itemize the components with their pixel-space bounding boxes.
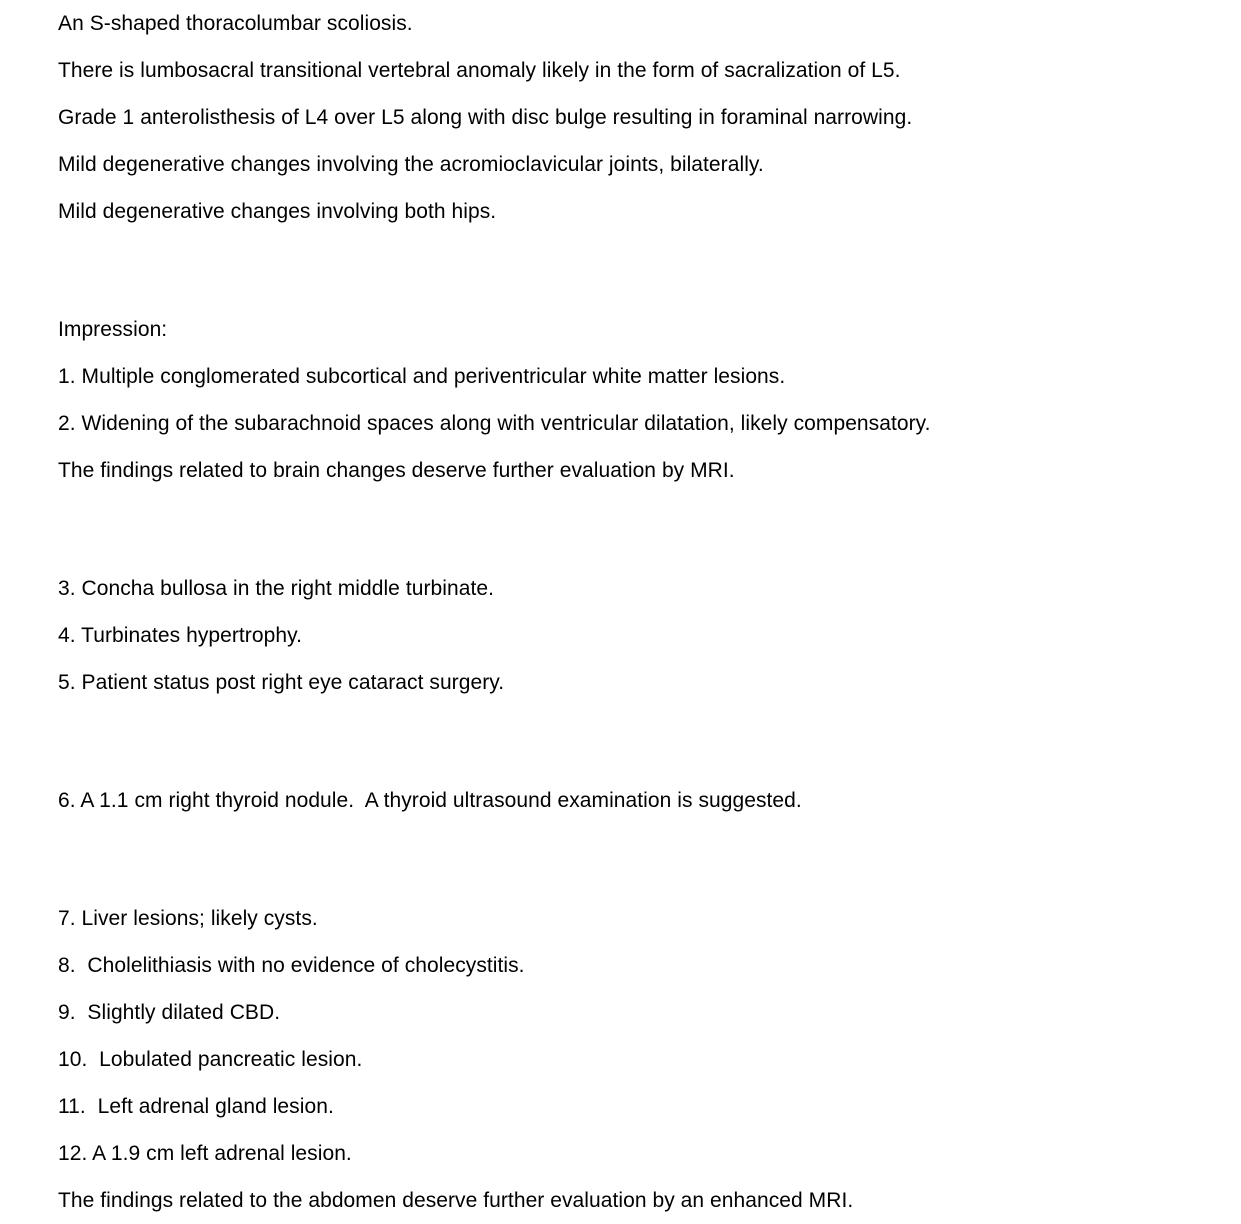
blank-line [58,235,1198,282]
impression-item: 7. Liver lesions; likely cysts. [58,907,318,930]
impression-item: 10. Lobulated pancreatic lesion. [58,1048,363,1071]
blank-line [58,494,1198,541]
finding-line: An S-shaped thoracolumbar scoliosis. [58,12,413,35]
finding-line: Grade 1 anterolisthesis of L4 over L5 along with disc bulge resulting in foraminal narrowing. [58,106,913,129]
blank-spacer [58,541,1198,565]
blank-spacer [58,282,1198,306]
finding-line: Mild degenerative changes involving the acromioclavicular joints, bilaterally. [58,153,764,176]
impression-item: 4. Turbinates hypertrophy. [58,624,302,647]
impression-heading: Impression: [58,318,168,341]
impression-note: The findings related to brain changes deserve further evaluation by MRI. [58,459,735,482]
impression-item: 5. Patient status post right eye cataract surgery. [58,671,505,694]
impression-item: 1. Multiple conglomerated subcortical and periventricular white matter lesions. [58,365,786,388]
impression-item: 12. A 1.9 cm left adrenal lesion. [58,1142,352,1165]
impression-item: 8. Cholelithiasis with no evidence of cholecystitis. [58,954,525,977]
blank-line [58,824,1198,871]
impression-item: 2. Widening of the subarachnoid spaces along with ventricular dilatation, likely compensatory. [58,412,931,435]
impression-note: The findings related to the abdomen deserve further evaluation by an enhanced MRI. [58,1189,854,1212]
report-body [58,0,1198,1224]
impression-item: 6. A 1.1 cm right thyroid nodule. A thyroid ultrasound examination is suggested. [58,789,802,812]
blank-spacer [58,871,1198,895]
finding-line: There is lumbosacral transitional vertebral anomaly likely in the form of sacralization of L5. [58,59,901,82]
findings-section [58,0,1198,235]
blank-line [58,706,1198,753]
impression-item: 11. Left adrenal gland lesion. [58,1095,334,1118]
impression-section [58,306,1198,1224]
impression-item: 9. Slightly dilated CBD. [58,1001,281,1024]
impression-item: 3. Concha bullosa in the right middle turbinate. [58,577,494,600]
blank-spacer [58,753,1198,777]
finding-line: Mild degenerative changes involving both hips. [58,200,497,223]
